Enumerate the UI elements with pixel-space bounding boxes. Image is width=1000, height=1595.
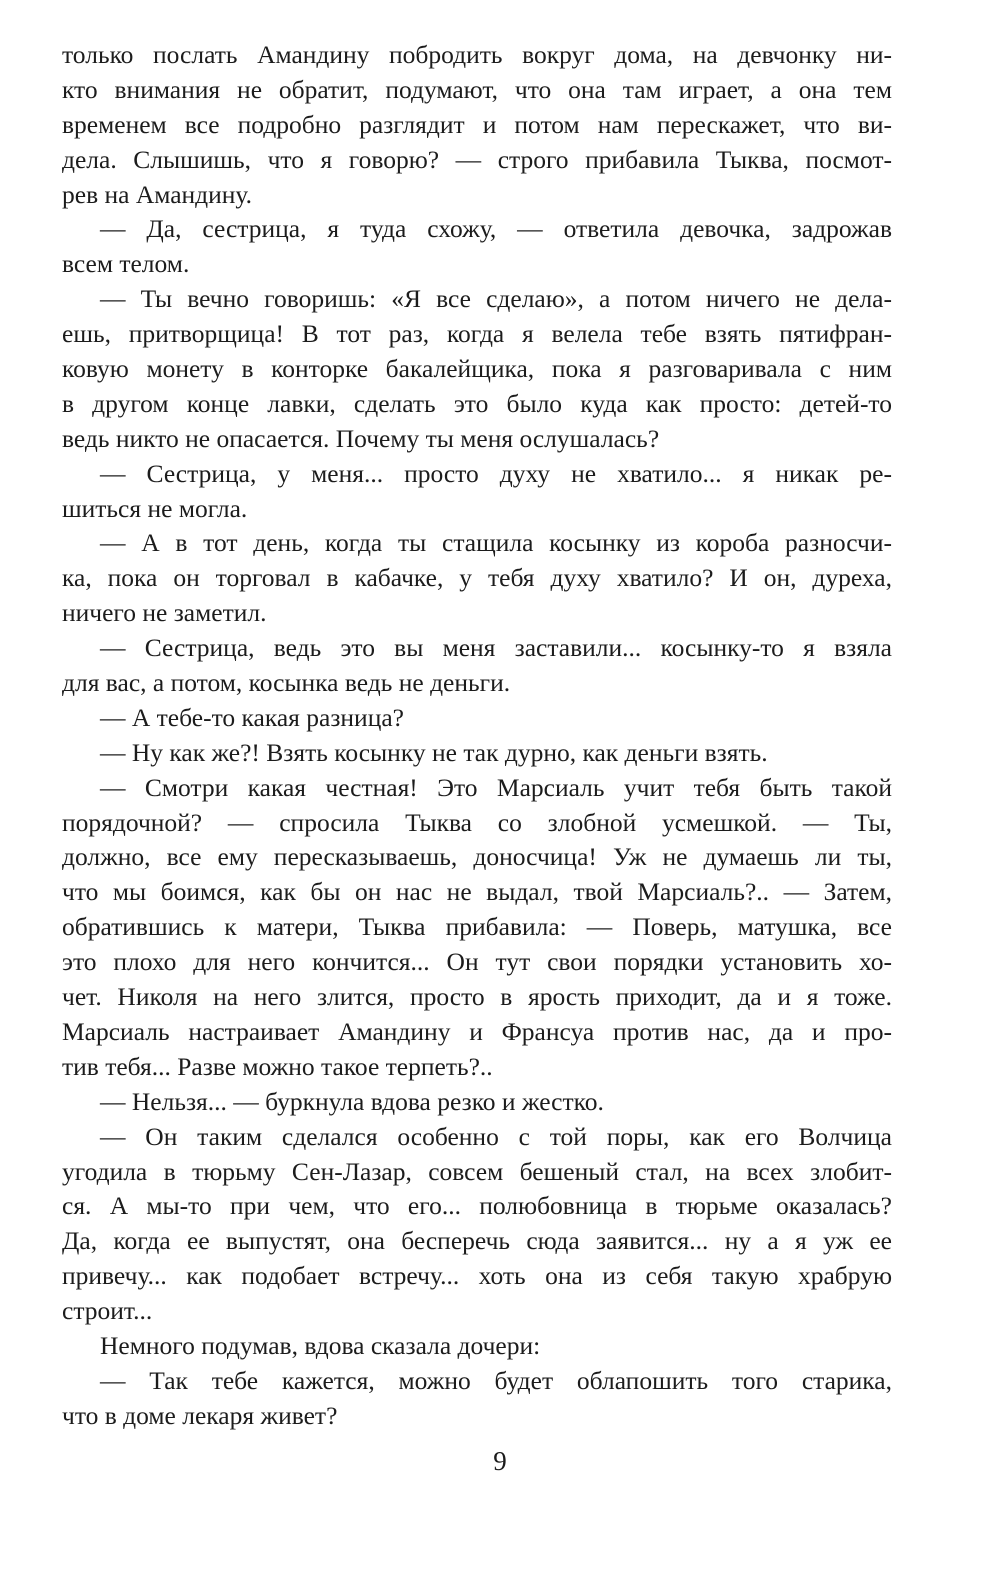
text-line: — Так тебе кажется, можно будет облапошить того старика, (100, 1365, 892, 1395)
text-line: что в доме лекаря живет? (62, 1400, 338, 1430)
text-line: кто внимания не обратит, подумают, что она там играет, а она тем (62, 74, 892, 104)
text-line: привечу... как подобает встречу... хоть она из себя такую храбрую (62, 1261, 892, 1291)
text-line: шиться не могла. (62, 493, 248, 523)
text-line: — Нельзя... — буркнула вдова резко и жестко. (100, 1086, 604, 1116)
text-line: ковую монету в конторке бакалейщика, пока я разговаривала с ним (62, 354, 892, 384)
text-line: чет. Николя на него злится, просто в ярость приходит, да и я тоже. (62, 982, 892, 1012)
text-line: тив тебя... Разве можно такое терпеть?.. (62, 1051, 493, 1081)
text-line: — Сестрица, у меня... просто духу не хватило... я никак ре- (100, 458, 892, 488)
text-line: это плохо для него кончится... Он тут свои порядки установить хо- (62, 947, 892, 977)
text-line: — Ты вечно говоришь: «Я все сделаю», а потом ничего не дела- (100, 284, 892, 314)
text-line: в другом конце лавки, сделать это было куда как просто: детей-то (62, 388, 892, 418)
text-line: ся. А мы-то при чем, что его... полюбовница в тюрьме оказалась? (62, 1191, 892, 1221)
text-line: обратившись к матери, Тыква прибавила: — Поверь, матушка, все (62, 912, 892, 942)
text-line: — Сестрица, ведь это вы меня заставили... косынку-то я взяла (100, 633, 892, 663)
page-text (62, 38, 892, 1434)
text-line: — Да, сестрица, я туда схожу, — ответила девочка, задрожав (100, 214, 892, 244)
text-line: должно, все ему пересказываешь, доносчица! Уж не думаешь ли ты, (62, 842, 892, 872)
text-line: для вас, а потом, косынка ведь не деньги. (62, 668, 511, 698)
text-line: ка, пока он торговал в кабачке, у тебя духу хватило? И он, дуреха, (62, 563, 892, 593)
text-line: строит... (62, 1296, 153, 1326)
text-line: рев на Амандину. (62, 179, 253, 209)
text-line: Марсиаль настраивает Амандину и Франсуа против нас, да и про- (62, 1016, 892, 1046)
text-line: угодила в тюрьму Сен-Лазар, совсем бешеный стал, на всех злобит- (62, 1156, 892, 1186)
text-line: — Он таким сделался особенно с той поры, как его Волчица (100, 1121, 892, 1151)
text-line: Да, когда ее выпустят, она бесперечь сюда заявится... ну а я уж ее (62, 1226, 892, 1256)
text-line: — Смотри какая честная! Это Марсиаль учит тебя быть такой (100, 772, 892, 802)
text-line: — Ну как же?! Взять косынку не так дурно, как деньги взять. (100, 737, 768, 767)
text-line: Немного подумав, вдова сказала дочери: (100, 1330, 541, 1360)
text-line: порядочной? — спросила Тыква со злобной усмешкой. — Ты, (62, 807, 892, 837)
text-line: временем все подробно разглядит и потом нам перескажет, что ви- (62, 109, 892, 139)
text-line: только послать Амандину побродить вокруг дома, на девчонку ни- (62, 40, 892, 69)
text-line: — А тебе-то какая разница? (100, 702, 404, 732)
text-line: ничего не заметил. (62, 598, 267, 628)
text-line: ешь, притворщица! В тот раз, когда я велела тебе взять пятифран- (62, 319, 892, 349)
text-line: дела. Слышишь, что я говорю? — строго прибавила Тыква, посмот- (62, 144, 892, 174)
text-line: ведь никто не опасается. Почему ты меня ослушалась? (62, 423, 660, 453)
text-line: что мы боимся, как бы он нас не выдал, твой Марсиаль?.. — Затем, (62, 877, 892, 907)
text-line: — А в тот день, когда ты стащила косынку из короба разносчи- (100, 528, 892, 558)
text-line: всем телом. (62, 249, 190, 279)
page-number: 9 (493, 1446, 507, 1476)
